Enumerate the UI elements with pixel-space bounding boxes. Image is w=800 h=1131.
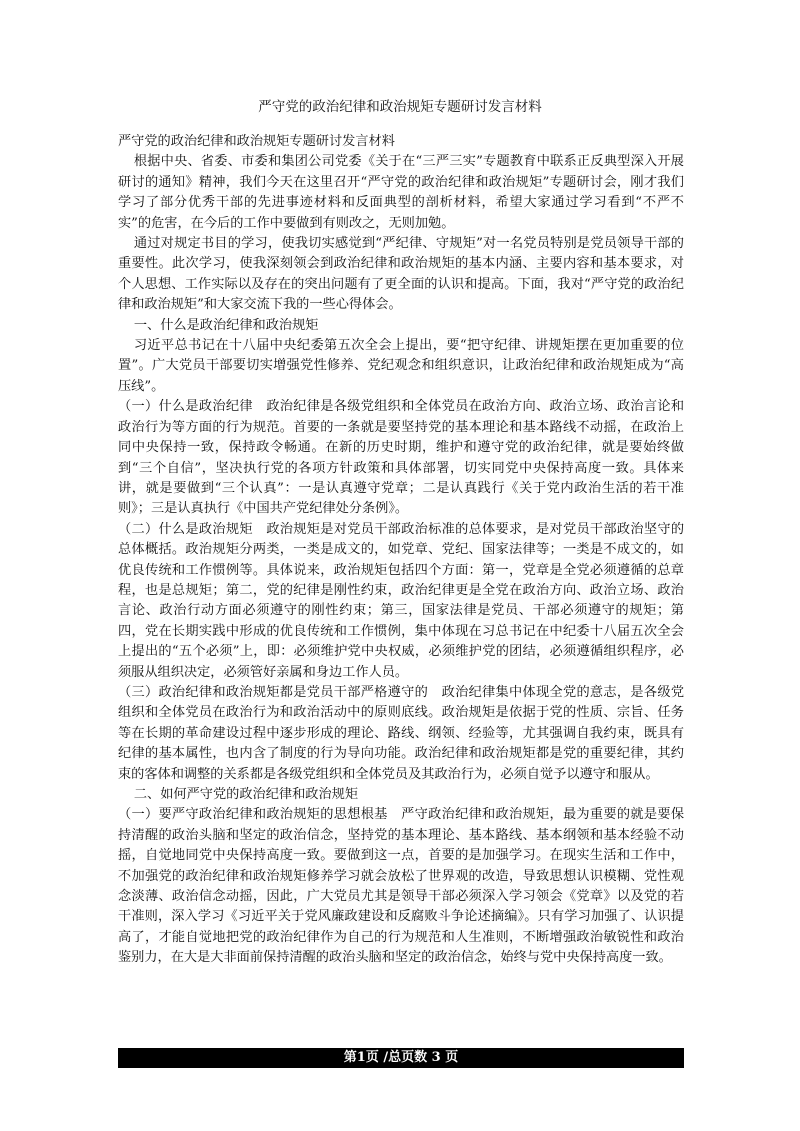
section-heading-1: 一、什么是政治纪律和政治规矩 <box>133 317 319 333</box>
text-both-strict: 政治纪律集中体现全党的意志，是各级党组织和全体党员在政治行为和政治活动中的原则底线。政治规矩是依据于党的性质、宗旨、任务等在长期的革命建设过程中逐步形成的理论、路线、纲领、经验等，尤其强调自我约束，既具有纪律的基本属性，也内含了制度的行为导向功能。政治纪律和政治规矩都是党的重要纪律，其约束的客体和调整的关系都是各级党组织和全体党员及其政治行为，必须自觉予以遵守和服从。 <box>118 684 685 782</box>
subheading-both-strict: （三）政治纪律和政治规矩都是党员干部严格遵守的 <box>118 684 429 700</box>
document-subtitle: 严守党的政治纪律和政治规矩专题研讨发言材料 <box>118 134 395 149</box>
paragraph-study: 通过对规定书目的学习，使我切实感觉到“严纪律、守规矩”对一名党员特别是党员领导干部的重要性。此次学习，使我深刻领会到政治纪律和政治规矩的基本内涵、主要内容和基本要求，对个人思想、工作实际以及存在的突出问题有了更全面的认识和提高。下面，我对“严守党的政治纪律和政治规矩”和大家交流下我的一些心得体会。 <box>118 236 684 313</box>
subheading-political-rules: （二）什么是政治规矩 <box>118 521 253 537</box>
paragraph-political-discipline <box>118 397 684 519</box>
paragraph-ideological-foundation <box>118 805 684 968</box>
document-body <box>118 132 684 969</box>
section-heading-2: 二、如何严守党的政治纪律和政治规矩 <box>133 787 359 802</box>
paragraph-both-strict <box>118 683 684 785</box>
paragraph-intro: 根据中央、省委、市委和集团公司党委《关于在“三严三实”专题教育中联系正反典型深入开展研讨的通知》精神，我们今天在这里召开“严守党的政治纪律和政治规矩”专题研讨会，刚才我们学习了部分优秀干部的先进事迹材料和反面典型的剖析材料，希望大家通过学习看到“不严不实”的危害，在今后的工作中要做到有则改之，无则加勉。 <box>118 154 684 231</box>
page-footer <box>118 1048 684 1068</box>
paragraph-political-rules <box>118 520 684 683</box>
subheading-political-discipline: （一）什么是政治纪律 <box>118 399 253 415</box>
text-ideological-foundation: 严守政治纪律和政治规矩，最为重要的就是要保持清醒的政治头脑和坚定的政治信念，坚持党的基本理论、基本路线、基本纲领和基本经验不动摇，自觉地同党中央保持高度一致。要做到这一点，首要的是加强学习。在现实生活和工作中，不加强党的政治纪律和政治规矩修养学习就会放松了世界观的改造，导致思想认识模糊、党性观念淡薄、政治信念动摇，因此，广大党员尤其是领导干部必须深入学习领会《党章》以及党的若干准则，深入学习《习近平关于党风廉政建设和反腐败斗争论述摘编》。只有学习加强了、认识提高了，才能自觉地把党的政治纪律作为自己的行为规范和人生准则，不断增强政治敏锐性和政治鉴别力，在大是大非面前保持清醒的政治头脑和坚定的政治信念，始终与党中央保持高度一致。 <box>118 807 685 966</box>
page-title: 严守党的政治纪律和政治规矩专题研讨发言材料 <box>258 99 542 115</box>
page-number-label: 第1页 /总页数 3 页 <box>343 1050 459 1065</box>
subheading-ideological-foundation: （一）要严守政治纪律和政治规矩的思想根基 <box>118 807 388 823</box>
text-political-discipline: 政治纪律是各级党组织和全体党员在政治方向、政治立场、政治言论和政治行为等方面的行为规范。首要的一条就是要坚持党的基本理论和基本路线不动摇，在政治上同中央保持一致，保持政令畅通。在新的历史时期，维护和遵守党的政治纪律，就是要始终做到“三个自信”，坚决执行党的各项方针政策和具体部署，切实同党中央保持高度一致。具体来讲，就是要做到“三个认真”：一是认真遵守党章；二是认真践行《关于党内政治生活的若干准则》；三是认真执行《中国共产党纪律处分条例》。 <box>118 399 685 517</box>
paragraph-xi-quote: 习近平总书记在十八届中央纪委第五次全会上提出，要“把守纪律、讲规矩摆在更加重要的位置”。广大党员干部要切实增强党性修养、党纪观念和组织意识，让政治纪律和政治规矩成为“高压线”。 <box>118 338 684 394</box>
text-political-rules: 政治规矩是对党员干部政治标准的总体要求，是对党员干部政治坚守的总体概括。政治规矩分两类，一类是成文的，如党章、党纪、国家法律等；一类是不成文的，如优良传统和工作惯例等。具体说来，政治规矩包括四个方面：第一，党章是全党必须遵循的总章程，也是总规矩；第二，党的纪律是刚性约束，政治纪律更是全党在政治方向、政治立场、政治言论、政治行动方面必须遵守的刚性约束；第三，国家法律是党员、干部必须遵守的规矩；第四，党在长期实践中形成的优良传统和工作惯例，集中体现在习总书记在中纪委十八届五次全会上提出的“五个必须”上，即：必须维护党中央权威，必须维护党的团结，必须遵循组织程序，必须服从组织决定，必须管好亲属和身边工作人员。 <box>118 521 685 680</box>
